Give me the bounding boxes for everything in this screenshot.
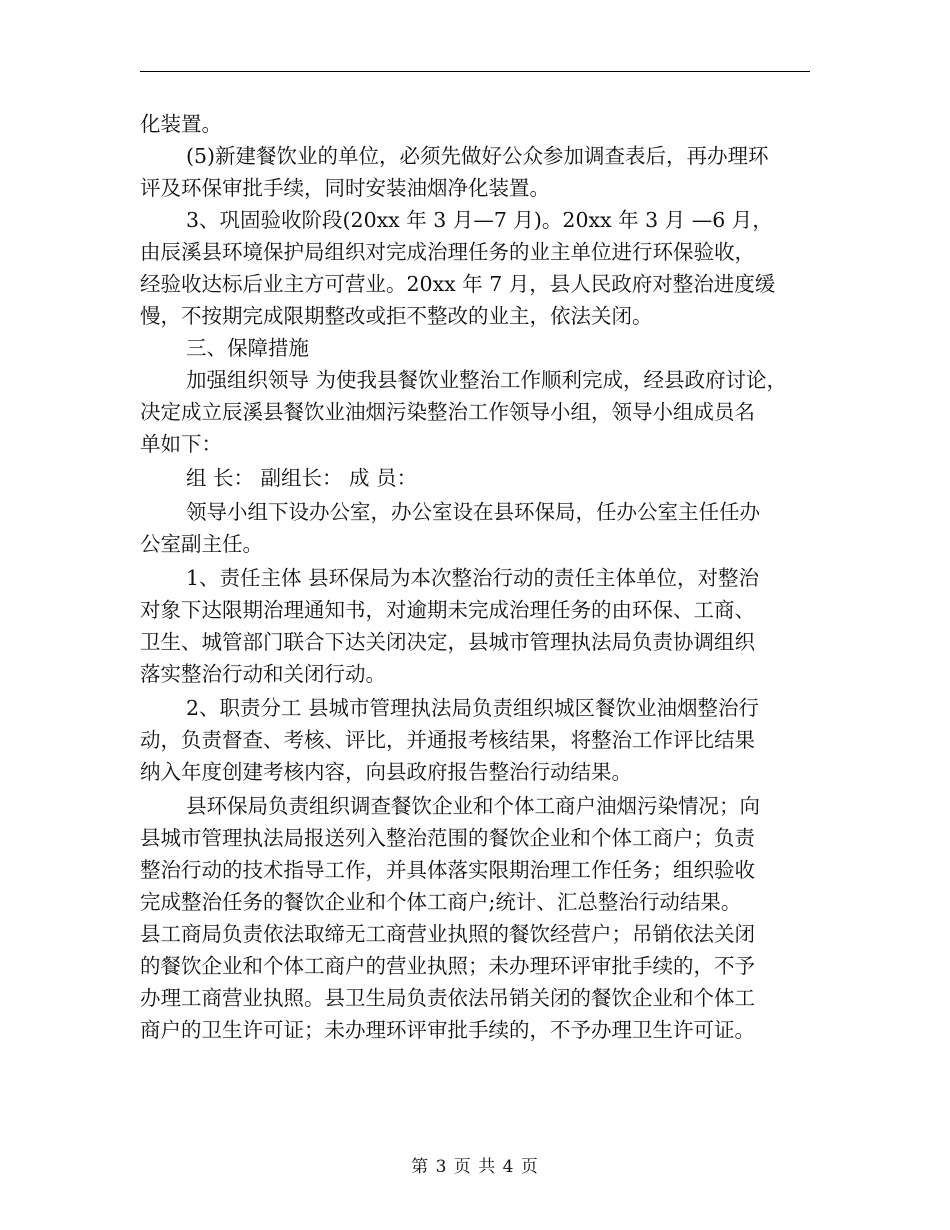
text-line: 决定成立辰溪县餐饮业油烟污染整治工作领导小组，领导小组成员名 [140,400,755,424]
document-body [140,108,815,1046]
text-line: 整治行动的技术指导工作，并具体落实限期治理工作任务；组织验收 [140,858,755,882]
text-line: 单如下： [140,432,222,456]
text-line: 1、责任主体 县环保局为本次整治行动的责任主体单位，对整治 [186,566,760,590]
text-line: 商户的卫生许可证；未办理环评审批手续的，不予办理卫生许可证。 [140,1018,755,1042]
text-line: 对象下达限期治理通知书，对逾期未完成治理任务的由环保、工商、 [140,598,755,622]
text-line: 化装置。 [140,112,222,136]
text-line: 县城市管理执法局报送列入整治范围的餐饮企业和个体工商户；负责 [140,826,755,850]
section-heading: 三、保障措施 [186,336,309,360]
text-line: 卫生、城管部门联合下达关闭决定，县城市管理执法局负责协调组织 [140,630,755,654]
text-line: 2、职责分工 县城市管理执法局负责组织城区餐饮业油烟整治行 [186,696,760,720]
text-line: 落实整治行动和关闭行动。 [140,662,386,686]
text-line: 县工商局负责依法取缔无工商营业执照的餐饮经营户；吊销依法关闭 [140,922,755,946]
text-line: 组 长： 副组长： 成 员： [186,466,418,490]
header-rule [140,71,810,72]
text-line: 由辰溪县环境保护局组织对完成治理任务的业主单位进行环保验收， [140,240,755,264]
text-line: 慢，不按期完成限期整改或拒不整改的业主，依法关闭。 [140,304,653,328]
text-line: 完成整治任务的餐饮企业和个体工商户;统计、汇总整治行动结果。 [140,890,742,914]
text-line: 经验收达标后业主方可营业。20xx 年 7 月，县人民政府对整治进度缓 [140,272,776,296]
text-line: (5)新建餐饮业的单位，必须先做好公众参加调查表后，再办理环 [186,144,769,168]
text-line: 办理工商营业执照。县卫生局负责依法吊销关闭的餐饮企业和个体工 [140,986,755,1010]
text-line: 领导小组下设办公室，办公室设在县环保局，任办公室主任任办 [186,500,760,524]
text-line: 纳入年度创建考核内容，向县政府报告整治行动结果。 [140,760,632,784]
page-number-footer: 第 3 页 共 4 页 [411,1157,539,1177]
text-line: 加强组织领导 为使我县餐饮业整治工作顺利完成，经县政府讨论， [186,368,788,392]
text-line: 3、巩固验收阶段(20xx 年 3 月—7 月)。20xx 年 3 月 —6 月， [186,208,773,232]
text-line: 评及环保审批手续，同时安装油烟净化装置。 [140,176,550,200]
text-line: 县环保局负责组织调查餐饮企业和个体工商户油烟污染情况；向 [186,794,760,818]
text-line: 动，负责督查、考核、评比，并通报考核结果，将整治工作评比结果 [140,728,755,752]
text-line: 的餐饮企业和个体工商户的营业执照；未办理环评审批手续的，不予 [140,954,755,978]
text-line: 公室副主任。 [140,532,263,556]
